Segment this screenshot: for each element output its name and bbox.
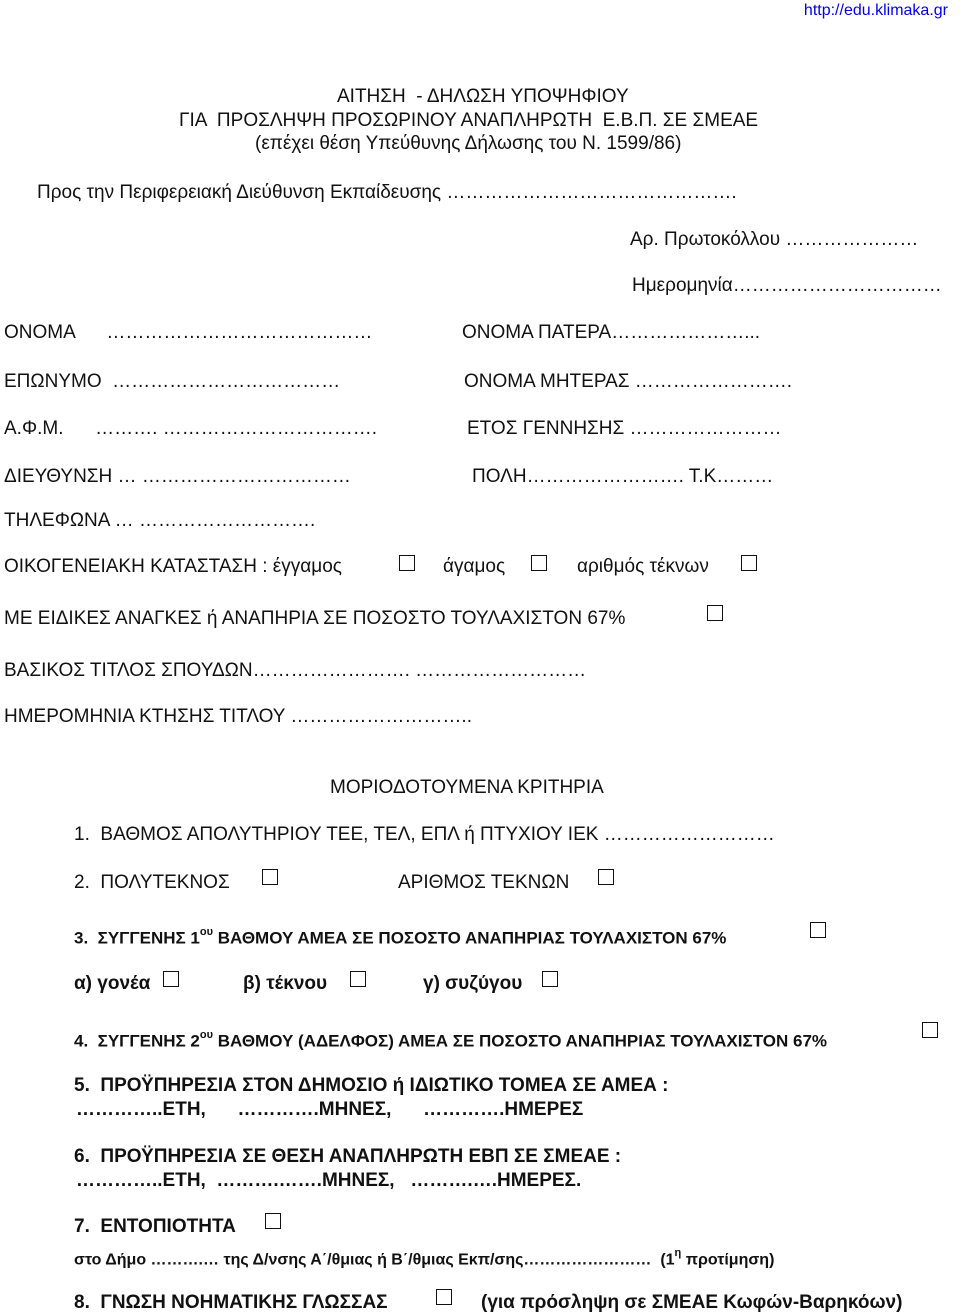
criterion-3-spouse: γ) συζύγου (423, 973, 523, 994)
city-field: ΠΟΛΗ……………………. Τ.Κ……… (472, 466, 774, 487)
married-checkbox[interactable] (399, 555, 415, 571)
special-needs-label: ΜΕ ΕΙΔΙΚΕΣ ΑΝΑΓΚΕΣ ή ΑΝΑΠΗΡΙΑ ΣΕ ΠΟΣΟΣΤΟ ΤΟΥΛΑΧΙΣΤΟΝ 67% (4, 608, 626, 629)
child-checkbox[interactable] (350, 971, 366, 987)
criterion-7: 7. ΕΝΤΟΠΙΟΤΗΤΑ (74, 1216, 236, 1237)
phone-field: ΤΗΛΕΦΩΝΑ … ………………………. (4, 510, 316, 531)
criterion-6-duration: …………..ΕΤΗ, ……….…….ΜΗΝΕΣ, ……….….ΗΜΕΡΕΣ. (76, 1170, 582, 1191)
criterion-8: 8. ΓΝΩΣΗ ΝΟΗΜΑΤΙΚΗΣ ΓΛΩΣΣΑΣ (74, 1292, 388, 1313)
number-of-children-checkbox[interactable] (598, 869, 614, 885)
father-name-field: ΟΝΟΜΑ ΠΑΤΕΡΑ…………………... (462, 322, 761, 343)
single-checkbox[interactable] (531, 555, 547, 571)
criterion-6: 6. ΠΡΟΫΠΗΡΕΣΙΑ ΣΕ ΘΕΣΗ ΑΝΑΠΛΗΡΩΤΗ ΕΒΠ ΣΕ ΣΜΕΑΕ : (74, 1146, 622, 1167)
single-label: άγαμος (443, 556, 506, 577)
addressee: Προς την Περιφερειακή Διεύθυνση Εκπαίδευσης ………………………………………. (37, 182, 737, 203)
large-family-checkbox[interactable] (262, 869, 278, 885)
children-label: αριθμός τέκνων (577, 556, 709, 577)
criterion-5: 5. ΠΡΟΫΠΗΡΕΣΙΑ ΣΤΟΝ ΔΗΜΟΣΙΟ ή ΙΔΙΩΤΙΚΟ ΤΟΜΕΑ ΣΕ ΑΜΕΑ : (74, 1075, 669, 1096)
title-line-1: ΑΙΤΗΣΗ - ΔΗΛΩΣΗ ΥΠΟΨΗΦΙΟΥ (337, 86, 629, 107)
title-line-2: ΓΙΑ ΠΡΟΣΛΗΨΗ ΠΡΟΣΩΡΙΝΟΥ ΑΝΑΠΛΗΡΩΤΗ Ε.Β.Π. ΣΕ ΣΜΕΑΕ (179, 110, 759, 131)
children-checkbox[interactable] (741, 555, 757, 571)
criteria-title: ΜΟΡΙΟΔΟΤΟΥΜΕΝΑ ΚΡΙΤΗΡΙΑ (330, 777, 604, 798)
surname-field: ΕΠΩΝΥΜΟ ……………………………… (4, 371, 341, 392)
protocol-number: Αρ. Πρωτοκόλλου ………………… (630, 229, 919, 250)
afm-field: Α.Φ.Μ. ………. ……………………………. (4, 418, 378, 439)
relative-2nd-degree-checkbox[interactable] (922, 1022, 938, 1038)
criterion-3-child: β) τέκνου (243, 973, 328, 994)
criterion-3: 3. ΣΥΓΓΕΝΗΣ $1^{o\upsilon}$ ΒΑΘΜΟΥ ΑΜΕΑ ΣΕ ΠΟΣΟΣΤΟ ΑΝΑΠΗΡΙΑΣ ΤΟΥΛΑΧΙΣΤΟΝ 67% (74, 926, 727, 948)
criterion-7-municipality: στο Δήμο ……….… της Δ/νσης Α΄/θμιας ή Β΄/θμιας Εκπ/σης…………………… ($1^\eta$ προτίμηση) (74, 1247, 775, 1269)
criterion-2: 2. ΠΟΛΥΤΕΚΝΟΣ (74, 872, 230, 893)
source-link[interactable]: http://edu.klimaka.gr (803, 2, 948, 19)
birth-year-field: ΕΤΟΣ ΓΕΝΝΗΣΗΣ …………………… (467, 418, 782, 439)
special-needs-checkbox[interactable] (707, 605, 723, 621)
criterion-5-duration: …………..ΕΤΗ, ………….ΜΗΝΕΣ, ………….ΗΜΕΡΕΣ (76, 1099, 584, 1120)
degree-field: ΒΑΣΙΚΟΣ ΤΙΤΛΟΣ ΣΠΟΥΔΩΝ……………………. ……………………… (4, 660, 587, 681)
name-field: ΟΝΟΜΑ …………………………………… (4, 322, 373, 343)
degree-date-field: ΗΜΕΡΟΜΗΝΙΑ ΚΤΗΣΗΣ ΤΙΤΛΟΥ ……………………….. (4, 706, 472, 727)
criterion-1: 1. ΒΑΘΜΟΣ ΑΠΟΛΥΤΗΡΙΟΥ ΤΕΕ, ΤΕΛ, ΕΠΛ ή ΠΤΥΧΙΟΥ ΙΕΚ ……………………… (74, 824, 775, 845)
title-line-3: (επέχει θέση Υπεύθυνης Δήλωσης του Ν. 1599/86) (255, 133, 682, 154)
date-field: Ημερομηνία…………………………… (632, 275, 942, 296)
criterion-4: 4. ΣΥΓΓΕΝΗΣ $2^{o\upsilon}$ ΒΑΘΜΟΥ (ΑΔΕΛΦΟΣ) ΑΜΕΑ ΣΕ ΠΟΣΟΣΤΟ ΑΝΑΠΗΡΙΑΣ ΤΟΥΛΑΧΙΣΤΟΝ 67% (74, 1029, 828, 1051)
sign-language-checkbox[interactable] (436, 1289, 452, 1305)
spouse-checkbox[interactable] (542, 971, 558, 987)
locality-checkbox[interactable] (265, 1213, 281, 1229)
criterion-8-note: (για πρόσληψη σε ΣΜΕΑΕ Κωφών-Βαρηκόων) (481, 1292, 903, 1313)
parent-checkbox[interactable] (163, 971, 179, 987)
criterion-3-parent: α) γονέα (74, 973, 151, 994)
criterion-2-children: ΑΡΙΘΜΟΣ ΤΕΚΝΩΝ (398, 872, 570, 893)
address-field: ΔΙΕΥΘΥΝΣΗ … …………………………… (4, 466, 351, 487)
relative-1st-degree-checkbox[interactable] (810, 922, 826, 938)
family-status-label: ΟΙΚΟΓΕΝΕΙΑΚΗ ΚΑΤΑΣΤΑΣΗ : έγγαμος (4, 556, 342, 577)
mother-name-field: ΟΝΟΜΑ ΜΗΤΕΡΑΣ ……………………. (464, 371, 793, 392)
